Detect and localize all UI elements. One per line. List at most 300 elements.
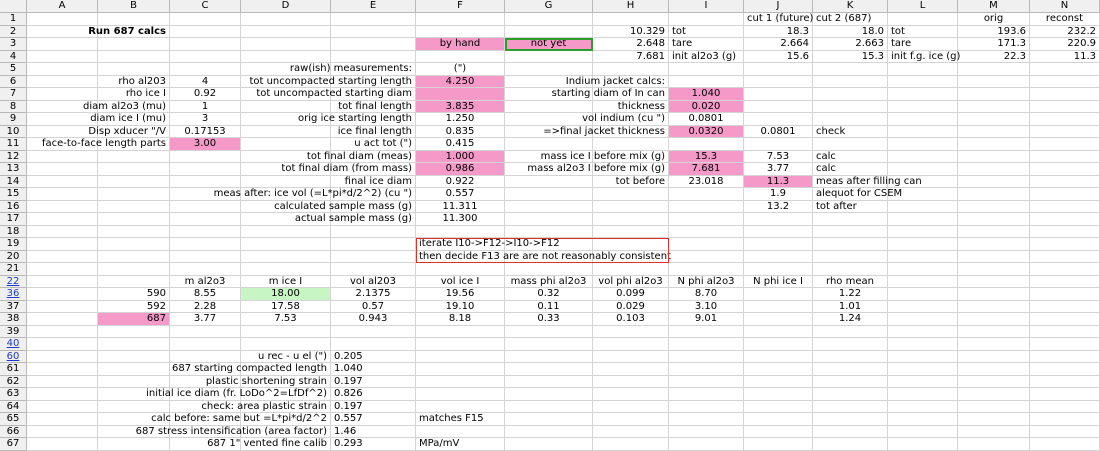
cell-k65[interactable] xyxy=(813,413,888,426)
cell-d1[interactable] xyxy=(241,13,331,26)
cell-l13[interactable] xyxy=(888,163,958,176)
cell-g64[interactable] xyxy=(505,401,593,414)
cell-e5[interactable] xyxy=(289,63,416,76)
cell-j11[interactable] xyxy=(744,138,813,151)
row-header-60[interactable]: 60 xyxy=(0,351,27,364)
cell-f62[interactable] xyxy=(416,376,505,389)
cell-m8[interactable] xyxy=(958,101,1030,114)
cell-h12[interactable] xyxy=(540,150,669,164)
cell-e14[interactable] xyxy=(331,176,416,189)
cell-c21[interactable] xyxy=(170,263,241,276)
row-header-67[interactable]: 67 xyxy=(0,438,27,451)
cell-l9[interactable] xyxy=(888,113,958,126)
row-header-62[interactable]: 62 xyxy=(0,376,27,389)
cell-f21[interactable] xyxy=(416,263,505,276)
cell-a14[interactable] xyxy=(27,176,98,189)
column-header-d[interactable]: D xyxy=(241,0,331,13)
cell-g38[interactable]: 0.33 xyxy=(505,313,593,326)
cell-i22[interactable]: N phi al2o3 xyxy=(669,276,744,289)
cell-l17[interactable] xyxy=(888,213,958,226)
cell-l67[interactable] xyxy=(888,438,958,451)
cell-n66[interactable] xyxy=(1030,426,1100,439)
cell-e64[interactable]: 0.197 xyxy=(331,401,416,414)
cell-h67[interactable] xyxy=(593,438,669,451)
cell-e10[interactable] xyxy=(331,126,416,139)
cell-j14[interactable]: 11.3 xyxy=(744,176,813,189)
cell-a17[interactable] xyxy=(27,213,98,226)
cell-c12[interactable] xyxy=(170,151,241,164)
cell-f3[interactable]: by hand xyxy=(416,38,505,51)
cell-h19[interactable] xyxy=(593,238,669,251)
cell-n37[interactable] xyxy=(1030,301,1100,314)
cell-b40[interactable] xyxy=(98,338,170,351)
cell-f12[interactable]: 1.000 xyxy=(416,151,505,164)
cell-k13[interactable]: calc xyxy=(813,163,888,176)
cell-n39[interactable] xyxy=(1030,326,1100,339)
column-header-h[interactable]: H xyxy=(593,0,669,13)
cell-n13[interactable] xyxy=(1030,163,1100,176)
cell-e38[interactable]: 0.943 xyxy=(331,313,416,326)
cell-n5[interactable] xyxy=(1030,63,1100,76)
cell-j21[interactable] xyxy=(744,263,813,276)
cell-e2[interactable] xyxy=(331,26,416,39)
cell-m17[interactable] xyxy=(958,213,1030,226)
row-header-14[interactable]: 14 xyxy=(0,176,27,189)
cell-k18[interactable] xyxy=(813,226,888,239)
cell-j6[interactable] xyxy=(744,76,813,89)
cell-h8[interactable] xyxy=(593,101,669,114)
cell-j38[interactable] xyxy=(744,313,813,326)
cell-a62[interactable] xyxy=(27,376,98,389)
cell-e4[interactable] xyxy=(331,51,416,64)
cell-m38[interactable] xyxy=(958,313,1030,326)
select-all-corner[interactable] xyxy=(0,0,27,13)
cell-m10[interactable] xyxy=(958,126,1030,139)
cell-a64[interactable] xyxy=(27,401,98,414)
cell-c1[interactable] xyxy=(170,13,241,26)
cell-l61[interactable] xyxy=(888,363,958,376)
cell-a15[interactable] xyxy=(27,188,98,201)
cell-i11[interactable] xyxy=(669,138,744,151)
cell-a19[interactable] xyxy=(27,238,98,251)
cell-d62[interactable] xyxy=(205,375,331,389)
cell-i8[interactable]: 0.020 xyxy=(669,101,744,114)
cell-g22[interactable]: mass phi al2o3 xyxy=(505,276,593,289)
cell-b61[interactable] xyxy=(98,363,170,376)
row-header-11[interactable]: 11 xyxy=(0,138,27,151)
cell-c22[interactable]: m al2o3 xyxy=(170,276,241,289)
row-header-40[interactable]: 40 xyxy=(0,338,27,351)
cell-e62[interactable]: 0.197 xyxy=(331,376,416,389)
cell-g65[interactable] xyxy=(505,413,593,426)
cell-b22[interactable] xyxy=(98,276,170,289)
cell-h1[interactable] xyxy=(593,13,669,26)
cell-g40[interactable] xyxy=(505,338,593,351)
cell-l66[interactable] xyxy=(888,426,958,439)
cell-e21[interactable] xyxy=(331,263,416,276)
cell-c37[interactable]: 2.28 xyxy=(170,301,241,314)
cell-m6[interactable] xyxy=(958,76,1030,89)
cell-c10[interactable]: 0.17153 xyxy=(170,126,241,139)
cell-e6[interactable] xyxy=(249,75,416,89)
row-header-38[interactable]: 38 xyxy=(0,313,27,326)
column-header-i[interactable]: I xyxy=(669,0,744,13)
cell-k64[interactable] xyxy=(813,401,888,414)
cell-f66[interactable] xyxy=(416,426,505,439)
cell-n21[interactable] xyxy=(1030,263,1100,276)
cell-k15[interactable]: alequot for CSEM xyxy=(813,188,888,201)
cell-j5[interactable] xyxy=(744,63,813,76)
cell-h39[interactable] xyxy=(593,326,669,339)
cell-n3[interactable] xyxy=(1030,38,1100,51)
cell-h6[interactable] xyxy=(565,75,669,89)
cell-k7[interactable] xyxy=(813,88,888,101)
cell-g5[interactable] xyxy=(505,63,593,76)
cell-d18[interactable] xyxy=(241,226,331,239)
cell-f13[interactable]: 0.986 xyxy=(416,163,505,176)
cell-i36[interactable]: 8.70 xyxy=(669,288,744,301)
cell-b20[interactable] xyxy=(98,251,170,264)
cell-a63[interactable] xyxy=(27,388,98,401)
cell-g14[interactable] xyxy=(505,176,593,189)
cell-f38[interactable]: 8.18 xyxy=(416,313,505,326)
cell-m12[interactable] xyxy=(958,151,1030,164)
cell-a22[interactable] xyxy=(27,276,98,289)
cell-j17[interactable] xyxy=(744,213,813,226)
row-header-63[interactable]: 63 xyxy=(0,388,27,401)
cell-e19[interactable] xyxy=(331,238,416,251)
cell-n9[interactable] xyxy=(1030,113,1100,126)
cell-j1[interactable]: cut 1 (future) xyxy=(744,13,813,26)
cell-i67[interactable] xyxy=(669,438,744,451)
cell-f5[interactable]: (") xyxy=(416,63,505,76)
row-header-2[interactable]: 2 xyxy=(0,26,27,39)
cell-l37[interactable] xyxy=(888,301,958,314)
cell-l6[interactable] xyxy=(888,76,958,89)
cell-n2[interactable] xyxy=(1030,26,1100,39)
cell-n1[interactable]: reconst xyxy=(1030,13,1100,26)
cell-n11[interactable] xyxy=(1030,138,1100,151)
row-header-65[interactable]: 65 xyxy=(0,413,27,426)
cell-k11[interactable] xyxy=(813,138,888,151)
cell-a36[interactable] xyxy=(27,288,98,301)
cell-a18[interactable] xyxy=(27,226,98,239)
row-header-39[interactable]: 39 xyxy=(0,326,27,339)
cell-a67[interactable] xyxy=(27,438,98,451)
cell-b2[interactable] xyxy=(88,25,170,39)
cell-j20[interactable] xyxy=(744,251,813,264)
cell-a13[interactable] xyxy=(27,163,98,176)
cell-m63[interactable] xyxy=(958,388,1030,401)
cell-h10[interactable] xyxy=(543,125,669,139)
cell-n19[interactable] xyxy=(1030,238,1100,251)
cell-k62[interactable] xyxy=(813,376,888,389)
cell-h61[interactable] xyxy=(593,363,669,376)
cell-h9[interactable] xyxy=(582,113,669,126)
cell-e3[interactable] xyxy=(331,38,416,51)
cell-d22[interactable]: m ice I xyxy=(241,276,331,289)
cell-b14[interactable] xyxy=(98,176,170,189)
row-header-61[interactable]: 61 xyxy=(0,363,27,376)
cell-m61[interactable] xyxy=(958,363,1030,376)
cell-m66[interactable] xyxy=(958,426,1030,439)
row-header-36[interactable]: 36 xyxy=(0,288,27,301)
cell-k22[interactable]: rho mean xyxy=(813,276,888,289)
cell-l19[interactable] xyxy=(888,238,958,251)
cell-i19[interactable] xyxy=(669,238,744,251)
cell-k3[interactable] xyxy=(813,38,888,51)
cell-l39[interactable] xyxy=(888,326,958,339)
cell-i40[interactable] xyxy=(669,338,744,351)
row-header-8[interactable]: 8 xyxy=(0,101,27,114)
cell-i63[interactable] xyxy=(669,388,744,401)
cell-l10[interactable] xyxy=(888,126,958,139)
cell-f11[interactable]: 0.415 xyxy=(416,138,505,151)
cell-j19[interactable] xyxy=(744,238,813,251)
cell-g4[interactable] xyxy=(505,51,593,64)
cell-f4[interactable] xyxy=(416,51,505,64)
cell-e63[interactable]: 0.826 xyxy=(331,388,416,401)
cell-i17[interactable] xyxy=(669,213,744,226)
cell-f16[interactable]: 11.311 xyxy=(416,201,505,214)
cell-f17[interactable]: 11.300 xyxy=(416,213,505,226)
cell-h16[interactable] xyxy=(593,201,669,214)
cell-n14[interactable] xyxy=(1030,176,1100,189)
cell-e12[interactable] xyxy=(306,150,416,164)
cell-l8[interactable] xyxy=(888,101,958,114)
cell-b3[interactable] xyxy=(98,38,170,51)
row-header-4[interactable]: 4 xyxy=(0,51,27,64)
cell-k9[interactable] xyxy=(813,113,888,126)
row-header-19[interactable]: 19 xyxy=(0,238,27,251)
column-header-k[interactable]: K xyxy=(813,0,888,13)
cell-b10[interactable] xyxy=(88,125,170,139)
cell-l7[interactable] xyxy=(888,88,958,101)
cell-i66[interactable] xyxy=(669,426,744,439)
cell-f14[interactable]: 0.922 xyxy=(416,176,505,189)
cell-m14[interactable] xyxy=(958,176,1030,189)
cell-g15[interactable] xyxy=(505,188,593,201)
cell-m36[interactable] xyxy=(958,288,1030,301)
cell-m65[interactable] xyxy=(958,413,1030,426)
cell-e40[interactable] xyxy=(331,338,416,351)
cell-k17[interactable] xyxy=(813,213,888,226)
cell-i4[interactable]: init al2o3 (g) xyxy=(669,51,744,64)
cell-b1[interactable] xyxy=(98,13,170,26)
cell-a4[interactable] xyxy=(27,51,98,64)
cell-d20[interactable] xyxy=(241,251,331,264)
cell-m1[interactable]: orig xyxy=(958,13,1030,26)
cell-g2[interactable] xyxy=(505,26,593,39)
cell-l60[interactable] xyxy=(888,351,958,364)
cell-l65[interactable] xyxy=(888,413,958,426)
cell-c8[interactable]: 1 xyxy=(170,101,241,114)
cell-l18[interactable] xyxy=(888,226,958,239)
cell-f2[interactable] xyxy=(416,26,505,39)
cell-f18[interactable] xyxy=(416,226,505,239)
cell-k20[interactable] xyxy=(813,251,888,264)
cell-g1[interactable] xyxy=(505,13,593,26)
cell-b9[interactable] xyxy=(90,113,170,126)
cell-h22[interactable]: vol phi al2o3 xyxy=(593,276,669,289)
cell-e37[interactable]: 0.57 xyxy=(331,301,416,314)
cell-i37[interactable]: 3.10 xyxy=(669,301,744,314)
cell-k16[interactable]: tot after xyxy=(813,201,888,214)
cell-i9[interactable]: 0.0801 xyxy=(669,113,744,126)
cell-l63[interactable] xyxy=(888,388,958,401)
cell-e8[interactable] xyxy=(331,101,416,114)
cell-b21[interactable] xyxy=(98,263,170,276)
cell-i64[interactable] xyxy=(669,401,744,414)
cell-f61[interactable] xyxy=(416,363,505,376)
cell-g18[interactable] xyxy=(505,226,593,239)
cell-i39[interactable] xyxy=(669,326,744,339)
cell-b11[interactable] xyxy=(42,138,170,151)
cell-n7[interactable] xyxy=(1030,88,1100,101)
cell-a5[interactable] xyxy=(27,63,98,76)
cell-n8[interactable] xyxy=(1030,101,1100,114)
cell-d14[interactable] xyxy=(241,176,331,189)
cell-l5[interactable] xyxy=(888,63,958,76)
cell-m20[interactable] xyxy=(958,251,1030,264)
cell-k19[interactable] xyxy=(813,238,888,251)
cell-c5[interactable] xyxy=(170,63,241,76)
cell-h4[interactable] xyxy=(593,51,669,64)
cell-m13[interactable] xyxy=(958,163,1030,176)
cell-j12[interactable]: 7.53 xyxy=(744,151,813,164)
cell-j37[interactable] xyxy=(744,301,813,314)
cell-m7[interactable] xyxy=(958,88,1030,101)
cell-f63[interactable] xyxy=(416,388,505,401)
cell-b36[interactable] xyxy=(98,288,170,301)
cell-k39[interactable] xyxy=(813,326,888,339)
cell-n64[interactable] xyxy=(1030,401,1100,414)
cell-d4[interactable] xyxy=(241,51,331,64)
cell-b67[interactable] xyxy=(98,438,170,451)
cell-e61[interactable]: 1.040 xyxy=(331,363,416,376)
row-header-20[interactable]: 20 xyxy=(0,251,27,264)
cell-h63[interactable] xyxy=(593,388,669,401)
cell-a6[interactable] xyxy=(27,76,98,89)
cell-n6[interactable] xyxy=(1030,76,1100,89)
cell-a60[interactable] xyxy=(27,351,98,364)
cell-m16[interactable] xyxy=(958,201,1030,214)
row-header-18[interactable]: 18 xyxy=(0,226,27,239)
cell-m22[interactable] xyxy=(958,276,1030,289)
cell-k8[interactable] xyxy=(813,101,888,114)
cell-j66[interactable] xyxy=(744,426,813,439)
cell-b16[interactable] xyxy=(98,201,170,214)
cell-e60[interactable]: 0.205 xyxy=(331,351,416,364)
cell-f60[interactable] xyxy=(416,351,505,364)
cell-d8[interactable] xyxy=(241,101,331,114)
cell-i16[interactable] xyxy=(669,201,744,214)
column-header-n[interactable]: N xyxy=(1030,0,1100,13)
cell-f6[interactable]: 4.250 xyxy=(416,76,505,89)
cell-b64[interactable] xyxy=(98,401,170,414)
cell-h65[interactable] xyxy=(593,413,669,426)
cell-l38[interactable] xyxy=(888,313,958,326)
cell-d37[interactable]: 17.58 xyxy=(241,301,331,314)
cell-c6[interactable]: 4 xyxy=(170,76,241,89)
cell-i21[interactable] xyxy=(669,263,744,276)
cell-j3[interactable] xyxy=(744,38,813,51)
cell-e1[interactable] xyxy=(331,13,416,26)
cell-j64[interactable] xyxy=(744,401,813,414)
cell-m19[interactable] xyxy=(958,238,1030,251)
cell-d63[interactable] xyxy=(146,388,331,401)
cell-f8[interactable]: 3.835 xyxy=(416,101,505,114)
cell-k60[interactable] xyxy=(813,351,888,364)
cell-a10[interactable] xyxy=(27,126,98,139)
cell-i3[interactable]: tare xyxy=(669,38,744,51)
cell-n62[interactable] xyxy=(1030,376,1100,389)
cell-c16[interactable] xyxy=(170,201,241,214)
cell-n60[interactable] xyxy=(1030,351,1100,364)
cell-j15[interactable]: 1.9 xyxy=(744,188,813,201)
cell-k6[interactable] xyxy=(813,76,888,89)
cell-i10[interactable]: 0.0320 xyxy=(669,126,744,139)
cell-k12[interactable]: calc xyxy=(813,151,888,164)
cell-j40[interactable] xyxy=(744,338,813,351)
cell-e39[interactable] xyxy=(331,326,416,339)
cell-k1[interactable]: cut 2 (687) xyxy=(813,13,888,26)
cell-b12[interactable] xyxy=(98,151,170,164)
cell-k38[interactable]: 1.24 xyxy=(813,313,888,326)
row-header-66[interactable]: 66 xyxy=(0,426,27,439)
cell-l62[interactable] xyxy=(888,376,958,389)
cell-a61[interactable] xyxy=(27,363,98,376)
row-header-1[interactable]: 1 xyxy=(0,13,27,26)
cell-n10[interactable] xyxy=(1030,126,1100,139)
cell-g36[interactable]: 0.32 xyxy=(505,288,593,301)
cell-f15[interactable]: 0.557 xyxy=(416,188,505,201)
cell-g66[interactable] xyxy=(505,426,593,439)
cell-g8[interactable] xyxy=(505,101,593,114)
cell-f40[interactable] xyxy=(416,338,505,351)
cell-h38[interactable]: 0.103 xyxy=(593,313,669,326)
row-header-3[interactable]: 3 xyxy=(0,38,27,51)
cell-h62[interactable] xyxy=(593,376,669,389)
cell-b5[interactable] xyxy=(98,63,170,76)
row-header-5[interactable]: 5 xyxy=(0,63,27,76)
cell-j18[interactable] xyxy=(744,226,813,239)
cell-d21[interactable] xyxy=(241,263,331,276)
cell-c38[interactable]: 3.77 xyxy=(170,313,241,326)
cell-c19[interactable] xyxy=(170,238,241,251)
cell-l36[interactable] xyxy=(888,288,958,301)
cell-e65[interactable]: 0.557 xyxy=(331,413,416,426)
cell-b17[interactable] xyxy=(98,213,170,226)
cell-i61[interactable] xyxy=(669,363,744,376)
cell-l11[interactable] xyxy=(888,138,958,151)
cell-d64[interactable] xyxy=(201,400,331,414)
cell-f1[interactable] xyxy=(416,13,505,26)
cell-d39[interactable] xyxy=(241,326,331,339)
cell-g16[interactable] xyxy=(505,201,593,214)
cell-f9[interactable]: 1.250 xyxy=(416,113,505,126)
cell-l40[interactable] xyxy=(888,338,958,351)
cell-c4[interactable] xyxy=(170,51,241,64)
cell-e67[interactable]: 0.293 xyxy=(331,438,416,451)
cell-f22[interactable]: vol ice I xyxy=(416,276,505,289)
cell-g39[interactable] xyxy=(505,326,593,339)
cell-g67[interactable] xyxy=(505,438,593,451)
cell-e20[interactable] xyxy=(331,251,416,264)
cell-j67[interactable] xyxy=(744,438,813,451)
cell-h14[interactable] xyxy=(593,176,669,189)
cell-e18[interactable] xyxy=(331,226,416,239)
